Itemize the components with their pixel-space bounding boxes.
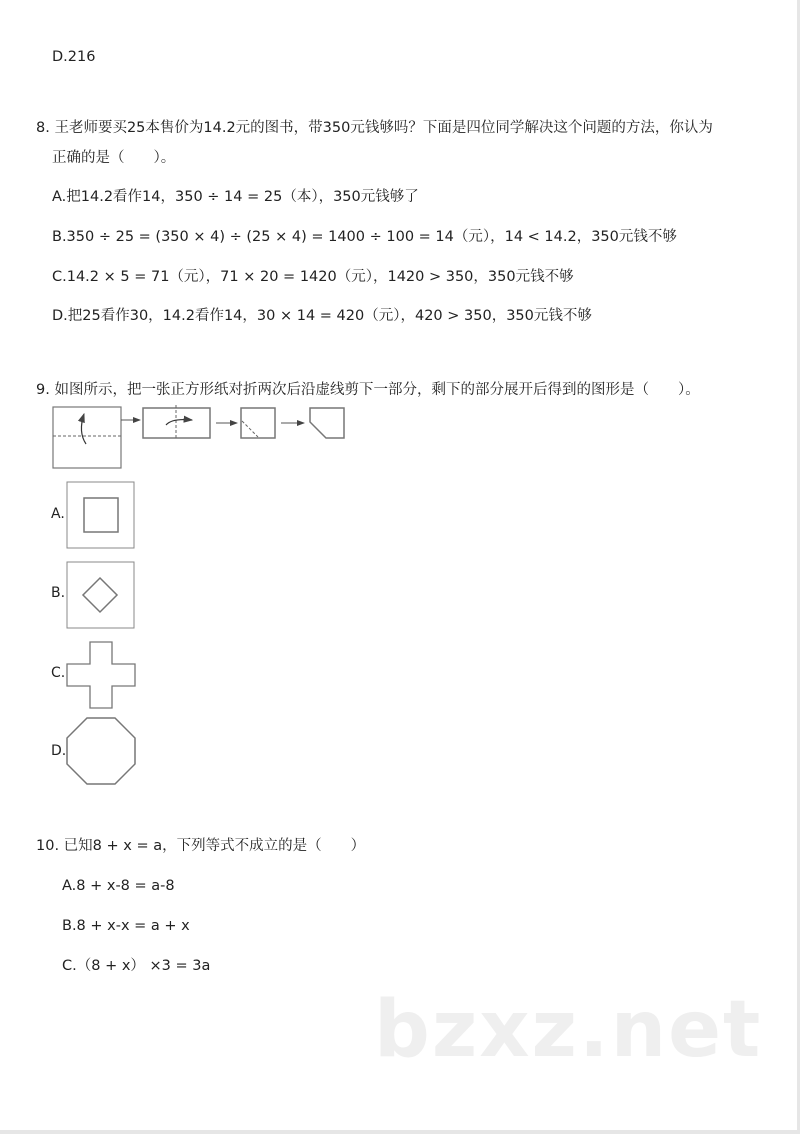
q10-option-a[interactable]: A.8 + x-8 = a-8	[62, 878, 175, 894]
q8-stem-line1: 8. 王老师要买25本售价为14.2元的图书，带350元钱够吗？下面是四位同学解决这个问题的方法，你认为	[36, 120, 713, 136]
q9-option-b-label[interactable]: B.	[51, 585, 66, 601]
q8-option-b[interactable]: B.350 ÷ 25 = (350 × 4) ÷ (25 × 4) = 1400 ÷ 100 = 14（元），14 < 14.2，350元钱不够	[52, 229, 677, 245]
q9-option-c-label[interactable]: C.	[51, 665, 66, 681]
q8-option-c[interactable]: C.14.2 × 5 = 71（元），71 × 20 = 1420（元），1420 > 350，350元钱不够	[52, 269, 574, 285]
q9-option-d-label[interactable]: D.	[51, 743, 67, 759]
q8-stem-line2: 正确的是（ ）。	[52, 150, 176, 166]
watermark: bzxz.net	[374, 985, 763, 1075]
prev-option-d: D.216	[52, 49, 96, 65]
q10-option-b[interactable]: B.8 + x-x = a + x	[62, 918, 190, 934]
q10-stem: 10. 已知8 + x = a，下列等式不成立的是（ ）	[36, 838, 366, 854]
q9-option-a-label[interactable]: A.	[51, 506, 65, 522]
q10-option-c[interactable]: C.（8 + x） ×3 = 3a	[62, 958, 211, 974]
q8-option-a[interactable]: A.把14.2看作14，350 ÷ 14 = 25（本），350元钱够了	[52, 189, 419, 205]
q8-option-d[interactable]: D.把25看作30，14.2看作14，30 × 14 = 420（元），420 > 350，350元钱不够	[52, 308, 592, 324]
q9-stem: 9. 如图所示，把一张正方形纸对折两次后沿虚线剪下一部分，剩下的部分展开后得到的图形是（ ）。	[36, 382, 700, 398]
